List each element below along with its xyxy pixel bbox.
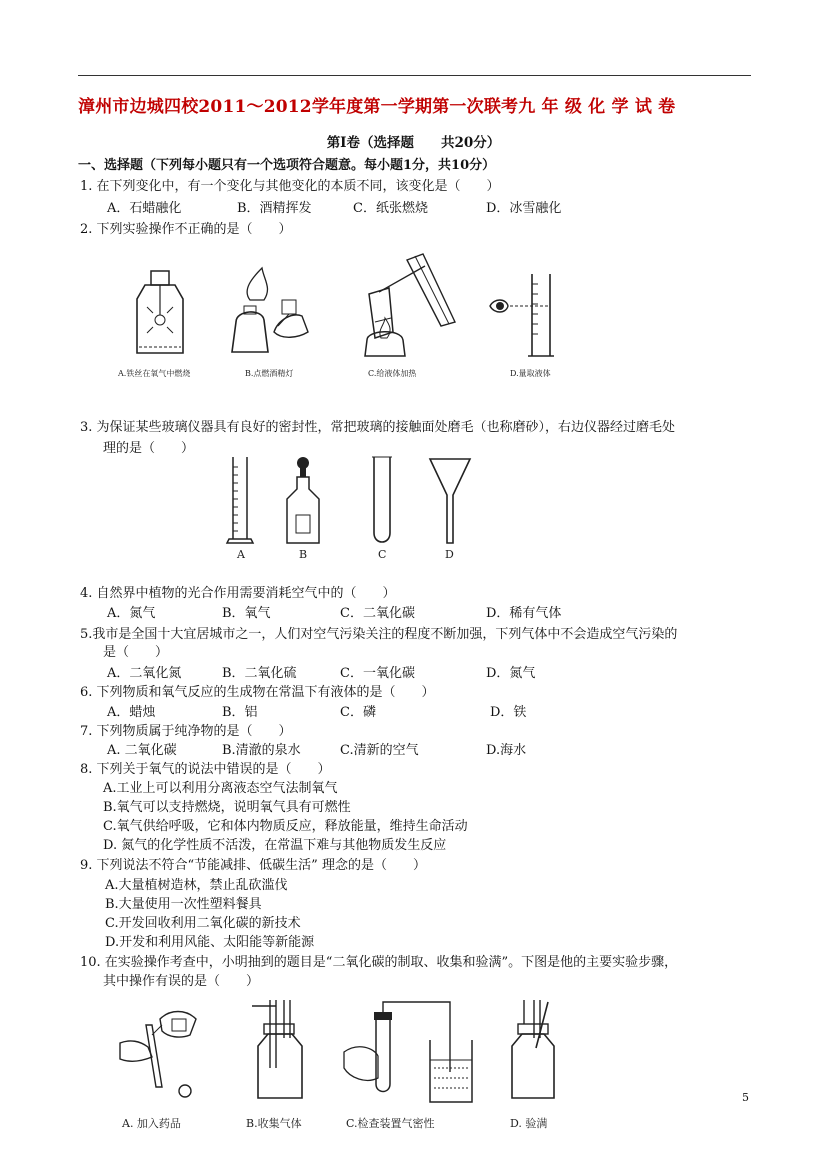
q9-option-d: D.开发和利用风能、太阳能等新能源: [105, 935, 315, 950]
q2-figure-d: [480, 270, 560, 360]
q4-option-c: C．二氧化碳: [340, 606, 415, 621]
q4-stem: 4. 自然界中植物的光合作用需要消耗空气中的（ ）: [80, 586, 396, 601]
q10-stem-line2: 其中操作有误的是（ ）: [103, 974, 260, 989]
q8-stem: 8. 下列关于氧气的说法中错误的是（ ）: [80, 762, 331, 777]
q2-caption-d: D.量取液体: [510, 369, 551, 378]
q9-stem: 9. 下列说法不符合“节能减排、低碳生活” 理念的是（ ）: [80, 858, 426, 873]
q2-figure-c: [345, 252, 465, 364]
q3-label-d: D: [445, 548, 454, 561]
part-heading: 一、选择题（下列每小题只有一个选项符合题意。每小题1分，共10分）: [78, 158, 496, 173]
q2-figure-b: [222, 260, 317, 360]
q1-stem: 1. 在下列变化中，有一个变化与其他变化的本质不同，该变化是（ ）: [80, 179, 500, 194]
q5-stem-line1: 5.我市是全国十大宜居城市之一，人们对空气污染关注的程度不断加强，下列气体中不会造成空气污染的: [80, 627, 678, 642]
q3-figure-c-test-tube: [370, 455, 394, 547]
q6-option-b: B．铝: [222, 705, 258, 720]
exam-title: 漳州市边城四校2011～2012学年度第一学期第一次联考九 年 级 化 学 试 卷: [78, 97, 676, 117]
q10-caption-d: D. 验满: [510, 1117, 548, 1130]
q8-option-a: A.工业上可以利用分离液态空气法制氧气: [103, 781, 338, 796]
q10-caption-c: C.检查装置气密性: [346, 1117, 435, 1130]
q10-figure-b: [240, 998, 320, 1103]
q10-figure-c: [338, 998, 478, 1106]
q8-option-b: B.氧气可以支持燃烧，说明氧气具有可燃性: [103, 800, 351, 815]
q2-caption-a: A.铁丝在氧气中燃烧: [118, 369, 191, 378]
q5-option-d: D．氮气: [486, 666, 536, 681]
q5-option-a: A．二氧化氮: [107, 666, 182, 681]
q4-option-a: A．氮气: [107, 606, 156, 621]
q9-option-b: B.大量使用一次性塑料餐具: [105, 897, 262, 912]
q10-stem-line1: 10. 在实验操作考查中，小明抽到的题目是“二氧化碳的制取、收集和验满”。下图是他的主要实验步骤，: [80, 955, 678, 970]
q3-label-c: C: [378, 548, 387, 561]
header-rule: [78, 75, 751, 76]
q2-caption-b: B.点燃酒精灯: [245, 369, 294, 378]
q3-figure-b-reagent-bottle: [283, 455, 323, 547]
q3-stem-line1: 3. 为保证某些玻璃仪器具有良好的密封性，常把玻璃的接触面处磨毛（也称磨砂），右边仪器经过磨毛处: [80, 420, 676, 435]
q6-stem: 6. 下列物质和氧气反应的生成物在常温下有液体的是（ ）: [80, 685, 435, 700]
q3-stem-line2: 理的是（ ）: [103, 441, 195, 456]
q2-caption-c: C.给液体加热: [368, 369, 417, 378]
q1-option-a: A．石蜡融化: [107, 201, 182, 216]
q1-option-b: B．酒精挥发: [237, 201, 312, 216]
q10-caption-a: A. 加入药品: [122, 1117, 181, 1130]
q10-figure-a: [100, 995, 215, 1105]
q3-label-a: A: [237, 548, 245, 561]
section-title: 第Ⅰ卷（选择题 共20分）: [326, 135, 501, 151]
q6-option-a: A．蜡烛: [107, 705, 156, 720]
q7-option-b: B.清澈的泉水: [222, 743, 301, 758]
q6-option-c: C．磷: [340, 705, 376, 720]
q9-option-c: C.开发回收利用二氧化碳的新技术: [105, 916, 301, 931]
q5-option-c: C．一氧化碳: [340, 666, 415, 681]
q7-option-d: D.海水: [486, 743, 527, 758]
q8-option-d: D. 氮气的化学性质不活泼，在常温下难与其他物质发生反应: [103, 838, 447, 853]
q4-option-b: B．氧气: [222, 606, 271, 621]
q3-label-b: B: [299, 548, 308, 561]
q1-option-d: D．冰雪融化: [486, 201, 562, 216]
q5-stem-line2: 是（ ）: [103, 645, 169, 660]
q7-option-a: A. 二氧化碳: [107, 743, 177, 758]
q3-figure-d-funnel: [428, 455, 472, 547]
q9-option-a: A.大量植树造林，禁止乱砍滥伐: [105, 878, 288, 893]
q1-option-c: C．纸张燃烧: [353, 201, 428, 216]
page-number: 5: [742, 1091, 749, 1104]
q6-option-d: D．铁: [490, 705, 527, 720]
q3-figure-a-graduated-cylinder: [225, 455, 255, 547]
q4-option-d: D．稀有气体: [486, 606, 562, 621]
q8-option-c: C.氧气供给呼吸，它和体内物质反应，释放能量，维持生命活动: [103, 819, 468, 834]
q2-stem: 2. 下列实验操作不正确的是（ ）: [80, 222, 292, 237]
q7-option-c: C.清新的空气: [340, 743, 419, 758]
q10-caption-b: B.收集气体: [246, 1117, 302, 1130]
q10-figure-d: [498, 998, 568, 1103]
q2-figure-a: [125, 265, 195, 360]
q5-option-b: B．二氧化硫: [222, 666, 297, 681]
q7-stem: 7. 下列物质属于纯净物的是（ ）: [80, 724, 292, 739]
